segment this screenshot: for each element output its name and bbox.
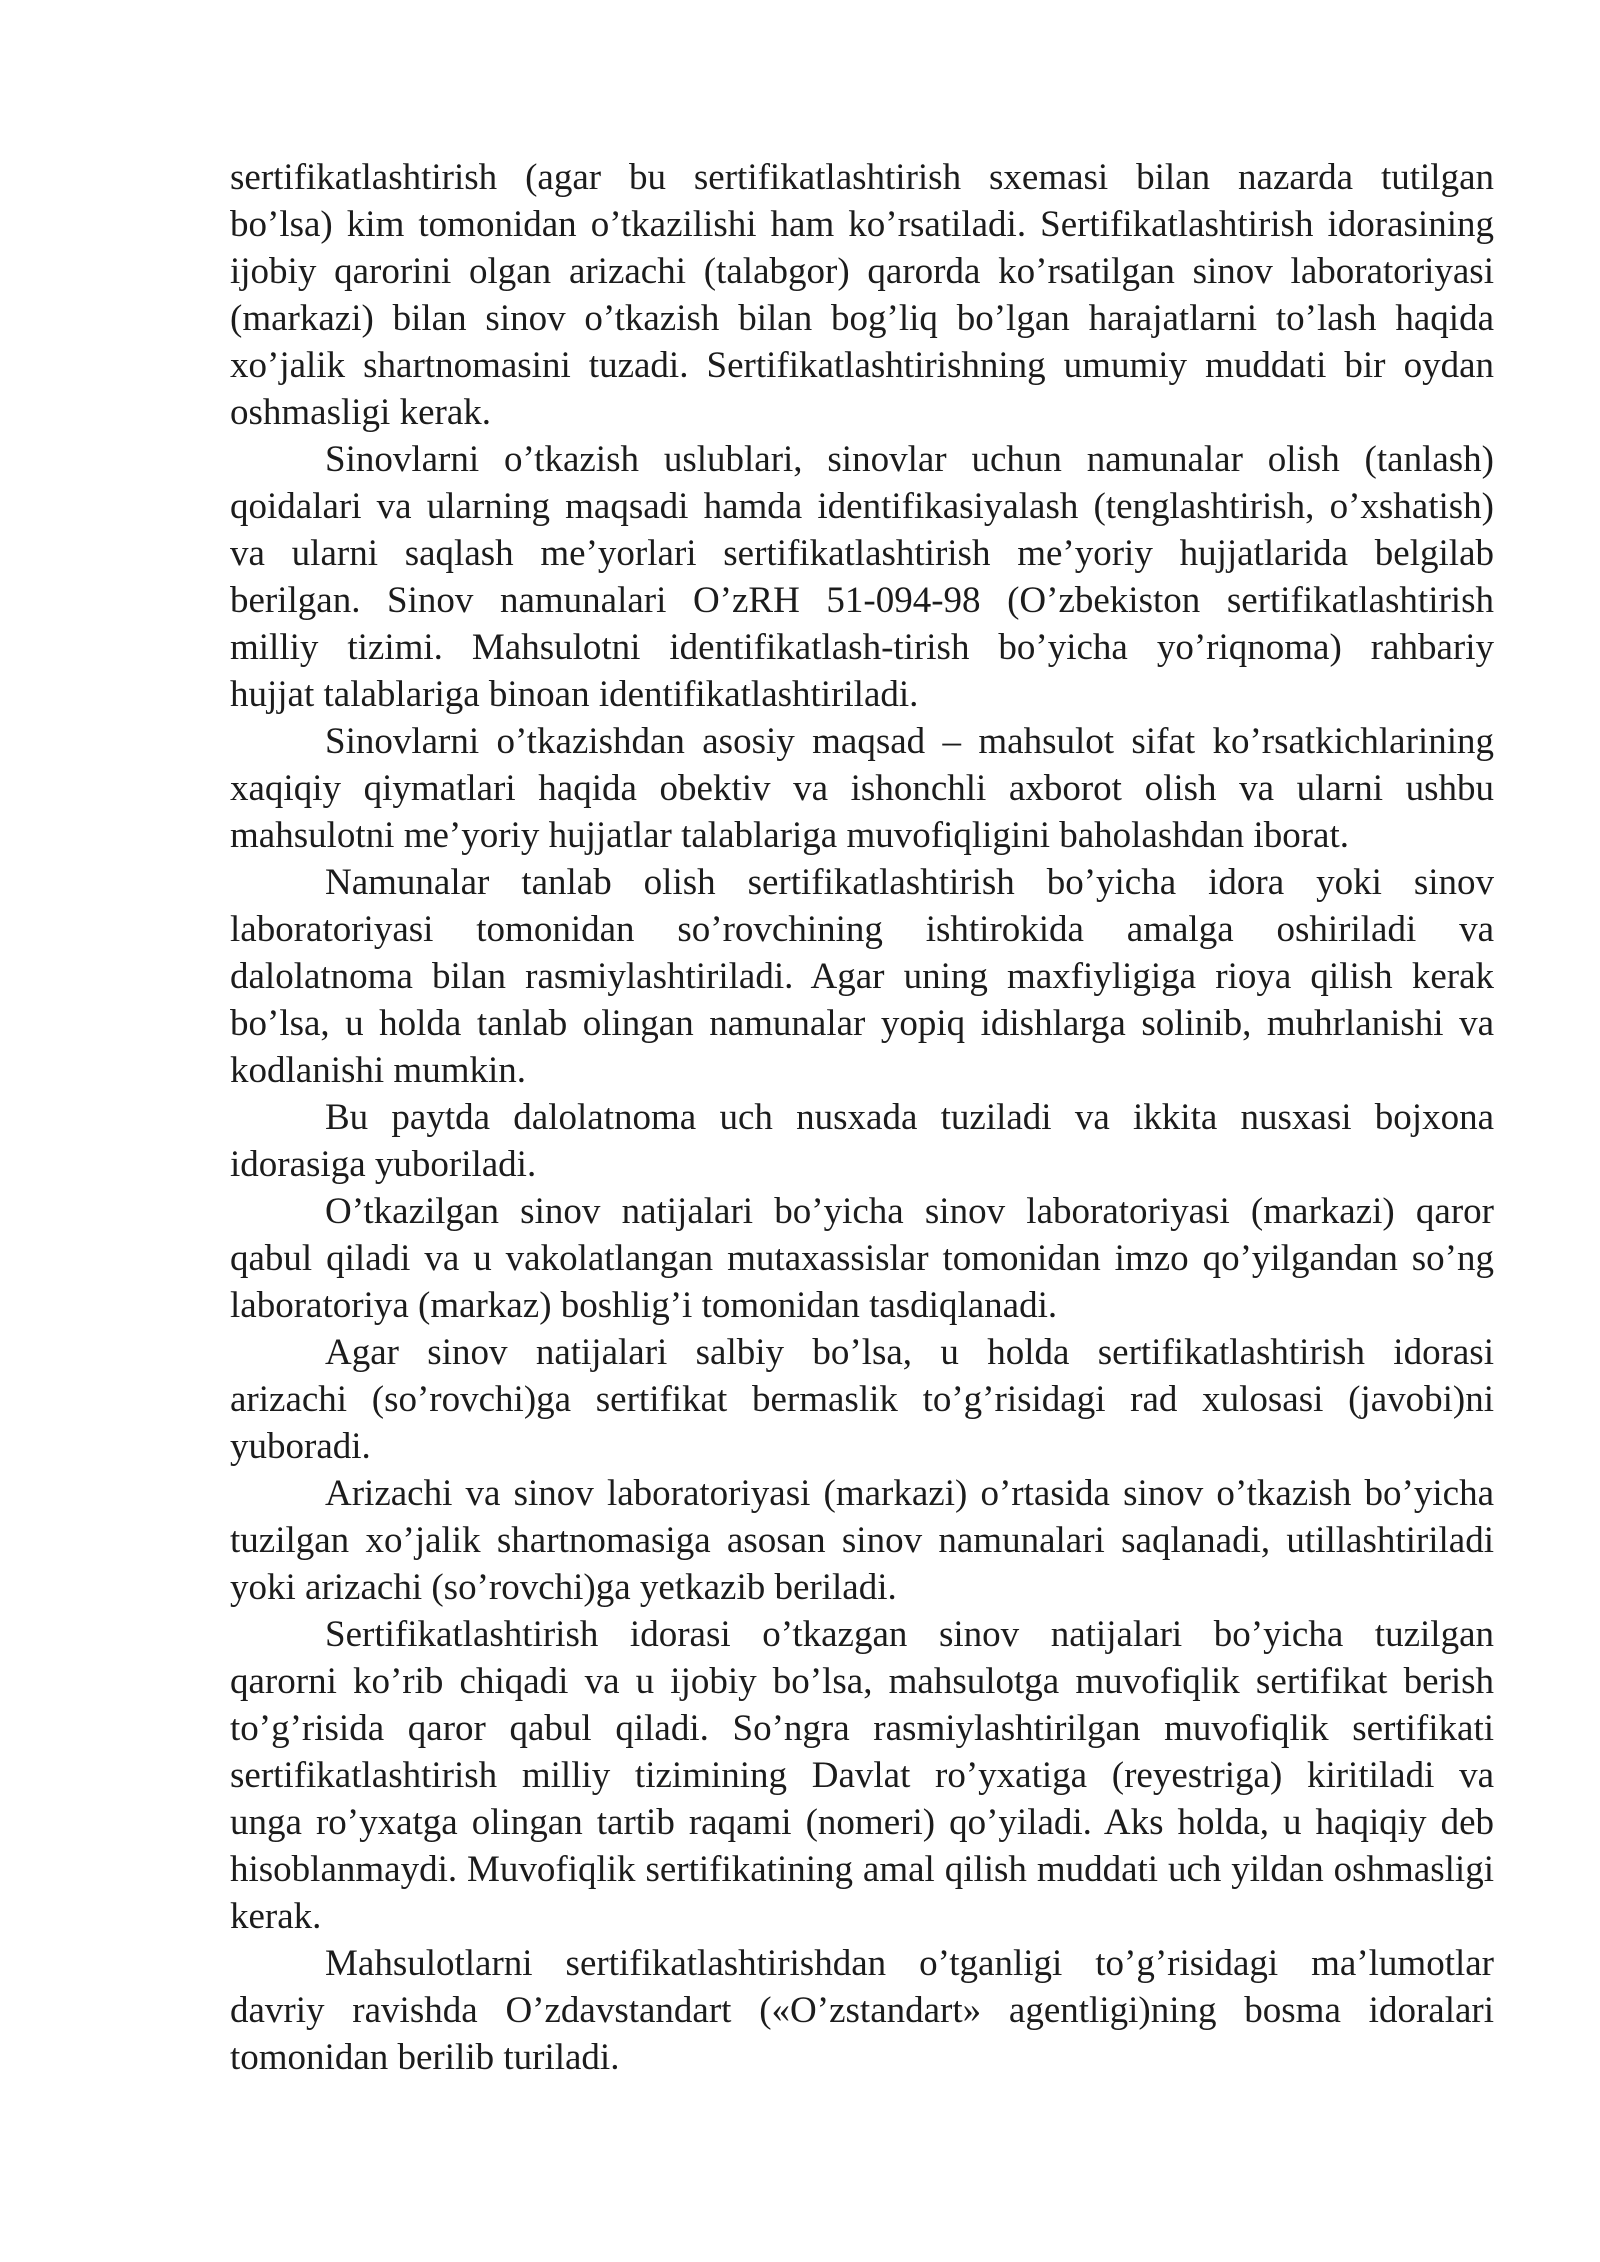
paragraph: [230, 1329, 1494, 1470]
text-line: (markazi) bilan sinov o’tkazish bilan bog’liq bo’lgan harajatlarni to’lash haqida: [230, 298, 1494, 339]
text-line: milliy tizimi. Mahsulotni identifikatlash-tirish bo’yicha yo’riqnoma) rahbariy: [230, 627, 1494, 668]
text-line: mahsulotni me’yoriy hujjatlar talablariga muvofiqligini baholashdan iborat.: [230, 815, 1349, 856]
text-line: sertifikatlashtirish milliy tizimining Davlat ro’yxatiga (reyestriga) kiritiladi va: [230, 1755, 1494, 1796]
text-line: Sinovlarni o’tkazish uslublari, sinovlar uchun namunalar olish (tanlash): [325, 439, 1494, 480]
paragraph: [230, 1094, 1494, 1188]
text-line: laboratoriyasi tomonidan so’rovchining ishtirokida amalga oshiriladi va: [230, 909, 1494, 950]
text-line: Mahsulotlarni sertifikatlashtirishdan o’tganligi to’g’risidagi ma’lumotlar: [325, 1943, 1494, 1984]
text-line: Bu paytda dalolatnoma uch nusxada tuziladi va ikkita nusxasi bojxona: [325, 1097, 1494, 1138]
paragraph: [230, 1940, 1494, 2081]
text-line: Sinovlarni o’tkazishdan asosiy maqsad – mahsulot sifat ko’rsatkichlarining: [325, 721, 1494, 762]
paragraph: [230, 436, 1494, 718]
text-line: kerak.: [230, 1896, 322, 1937]
text-line: hisoblanmaydi. Muvofiqlik sertifikatining amal qilish muddati uch yildan oshmasligi: [230, 1849, 1494, 1890]
text-line: bo’lsa) kim tomonidan o’tkazilishi ham ko’rsatiladi. Sertifikatlashtirish idorasining: [230, 204, 1494, 245]
text-line: ijobiy qarorini olgan arizachi (talabgor) qarorda ko’rsatilgan sinov laboratoriyasi: [230, 251, 1494, 292]
text-line: Namunalar tanlab olish sertifikatlashtirish bo’yicha idora yoki sinov: [325, 862, 1494, 903]
text-line: qarorni ko’rib chiqadi va u ijobiy bo’lsa, mahsulotga muvofiqlik sertifikat berish: [230, 1661, 1494, 1702]
text-line: hujjat talablariga binoan identifikatlashtiriladi.: [230, 674, 919, 715]
text-line: xaqiqiy qiymatlari haqida obektiv va ishonchli axborot olish va ularni ushbu: [230, 768, 1494, 809]
text-line: sertifikatlashtirish (agar bu sertifikatlashtirish sxemasi bilan nazarda tutilgan: [230, 157, 1494, 198]
text-line: yoki arizachi (so’rovchi)ga yetkazib beriladi.: [230, 1567, 897, 1608]
text-line: oshmasligi kerak.: [230, 392, 492, 433]
text-line: xo’jalik shartnomasini tuzadi. Sertifikatlashtirishning umumiy muddati bir oydan: [230, 345, 1494, 386]
paragraph: [230, 154, 1494, 436]
text-line: yuboradi.: [230, 1426, 371, 1467]
text-line: qabul qiladi va u vakolatlangan mutaxassislar tomonidan imzo qo’yilgandan so’ng: [230, 1238, 1494, 1279]
text-line: arizachi (so’rovchi)ga sertifikat bermaslik to’g’risidagi rad xulosasi (javobi)ni: [230, 1379, 1494, 1420]
paragraph: [230, 1611, 1494, 1940]
text-line: va ularni saqlash me’yorlari sertifikatlashtirish me’yoriy hujjatlarida belgilab: [230, 533, 1494, 574]
paragraph: [230, 1188, 1494, 1329]
text-line: Sertifikatlashtirish idorasi o’tkazgan sinov natijalari bo’yicha tuzilgan: [325, 1614, 1494, 1655]
text-line: Agar sinov natijalari salbiy bo’lsa, u holda sertifikatlashtirish idorasi: [325, 1332, 1494, 1373]
text-line: tomonidan berilib turiladi.: [230, 2037, 620, 2078]
text-line: O’tkazilgan sinov natijalari bo’yicha sinov laboratoriyasi (markazi) qaror: [325, 1191, 1494, 1232]
text-line: berilgan. Sinov namunalari O’zRH 51-094-98 (O’zbekiston sertifikatlashtirish: [230, 580, 1494, 621]
text-line: kodlanishi mumkin.: [230, 1050, 526, 1091]
text-line: davriy ravishda O’zdavstandart («O’zstandart» agentligi)ning bosma idoralari: [230, 1990, 1494, 2031]
text-line: idorasiga yuboriladi.: [230, 1144, 537, 1185]
paragraph: [230, 859, 1494, 1094]
text-line: to’g’risida qaror qabul qiladi. So’ngra rasmiylashtirilgan muvofiqlik sertifikati: [230, 1708, 1494, 1749]
text-line: unga ro’yxatga olingan tartib raqami (nomeri) qo’yiladi. Aks holda, u haqiqiy deb: [230, 1802, 1494, 1843]
text-line: laboratoriya (markaz) boshlig’i tomonidan tasdiqlanadi.: [230, 1285, 1058, 1326]
text-line: tuzilgan xo’jalik shartnomasiga asosan sinov namunalari saqlanadi, utillashtiriladi: [230, 1520, 1494, 1561]
text-line: qoidalari va ularning maqsadi hamda identifikasiyalash (tenglashtirish, o’xshatish): [230, 486, 1494, 527]
paragraph: [230, 1470, 1494, 1611]
text-line: Arizachi va sinov laboratoriyasi (markazi) o’rtasida sinov o’tkazish bo’yicha: [325, 1473, 1494, 1514]
text-line: bo’lsa, u holda tanlab olingan namunalar yopiq idishlarga solinib, muhrlanishi va: [230, 1003, 1494, 1044]
paragraph: [230, 718, 1494, 859]
text-line: dalolatnoma bilan rasmiylashtiriladi. Agar uning maxfiyligiga rioya qilish kerak: [230, 956, 1494, 997]
document-body: [230, 154, 1494, 2081]
